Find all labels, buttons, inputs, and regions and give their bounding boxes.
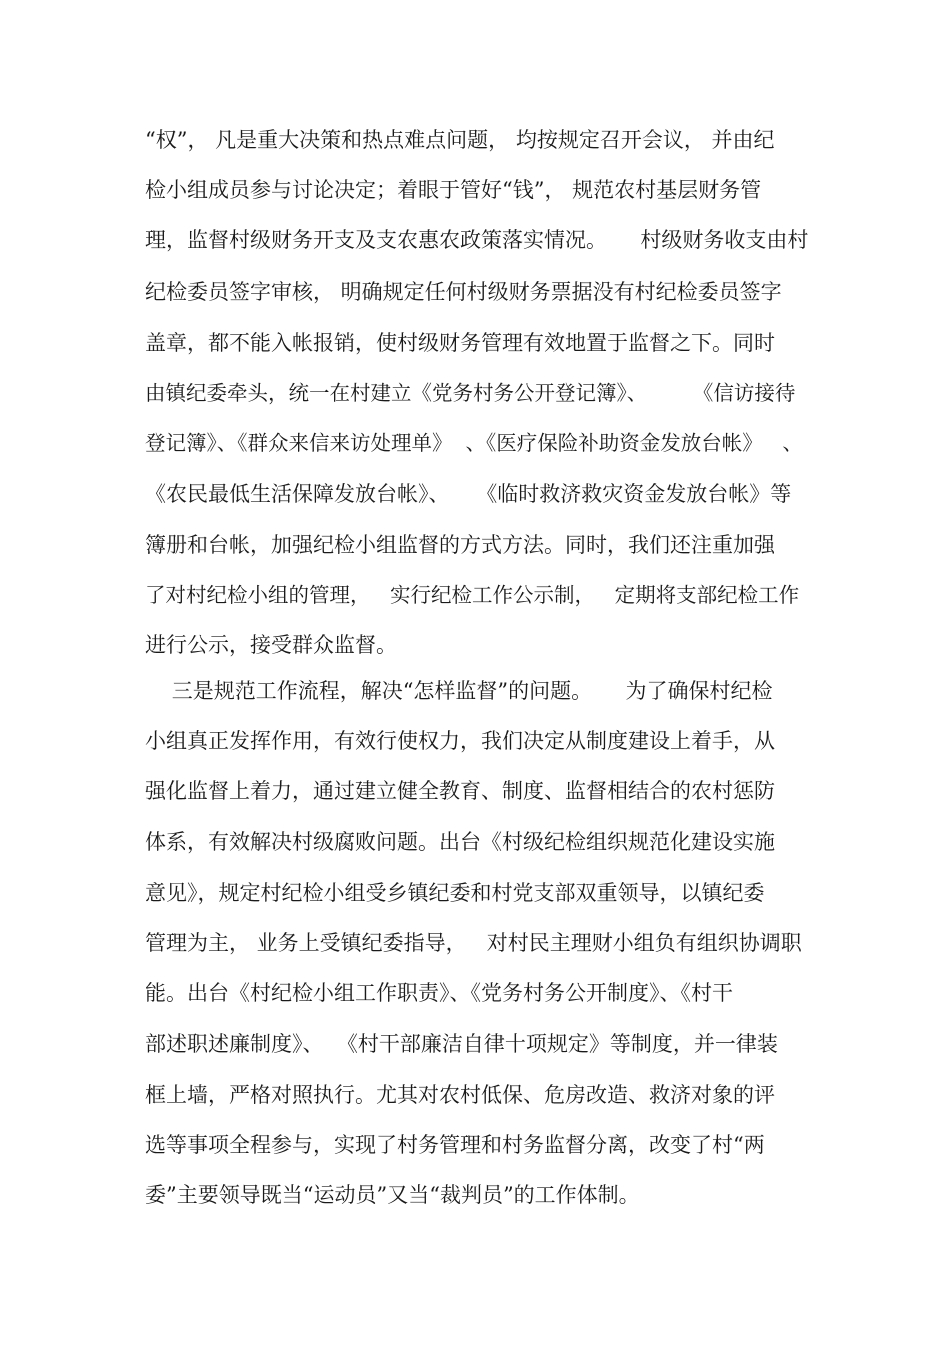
paragraph-2-line-7: 能。出台《村纪检小组工作职责》、《党务村务公开制度》、《村干 (145, 981, 733, 1005)
paragraph-2-line-5: 意见》，规定村纪检小组受乡镇纪委和村党支部双重领导，以镇纪委 (145, 881, 765, 905)
paragraph-1-line-9: 簿册和台帐，加强纪检小组监督的方式方法。同时，我们还注重加强 (145, 533, 775, 557)
paragraph-1-line-10: 了对村纪检小组的管理， 实行纪检工作公示制， 定期将支部纪检工作 (145, 583, 800, 607)
paragraph-1-line-11: 进行公示，接受群众监督。 (145, 633, 397, 657)
paragraph-2-line-8: 部述职述廉制度》、 《村干部廉洁自律十项规定》等制度，并一律装 (145, 1032, 778, 1056)
paragraph-2-line-2: 小组真正发挥作用，有效行使权力，我们决定从制度建设上着手，从 (145, 729, 775, 753)
paragraph-2-line-9: 框上墙，严格对照执行。尤其对农村低保、危房改造、救济对象的评 (145, 1083, 775, 1107)
paragraph-1-line-1: “权”， 凡是重大决策和热点难点问题， 均按规定召开会议， 并由纪 (145, 128, 775, 152)
paragraph-2-line-1: 三是规范工作流程，解决“怎样监督”的问题。 为了确保村纪检 (145, 679, 773, 703)
paragraph-1-line-6: 由镇纪委牵头，统一在村建立《党务村务公开登记簿》、 《信访接待 (145, 381, 796, 405)
paragraph-2-line-4: 体系，有效解决村级腐败问题。出台《村级纪检组织规范化建设实施 (145, 830, 775, 854)
paragraph-2-line-6: 管理为主， 业务上受镇纪委指导， 对村民主理财小组负有组织协调职 (145, 931, 802, 955)
paragraph-1-line-3: 理，监督村级财务开支及支农惠农政策落实情况。 村级财务收支由村 (145, 228, 809, 252)
paragraph-1-line-4: 纪检委员签字审核， 明确规定任何村级财务票据没有村纪检委员签字 (145, 280, 782, 304)
paragraph-2-line-3: 强化监督上着力，通过建立健全教育、制度、监督相结合的农村惩防 (145, 779, 775, 803)
paragraph-1-line-5: 盖章，都不能入帐报销，使村级财务管理有效地置于监督之下。同时 (145, 331, 775, 355)
paragraph-2-line-10: 选等事项全程参与，实现了村务管理和村务监督分离，改变了村“两 (145, 1133, 765, 1157)
paragraph-1-line-7: 登记簿》、《群众来信来访处理单》 、《医疗保险补助资金发放台帐》 、 (145, 431, 803, 455)
paragraph-1-line-8: 《农民最低生活保障发放台帐》、 《临时救济救灾资金发放台帐》等 (145, 482, 792, 506)
paragraph-2-line-11: 委”主要领导既当“运动员”又当“裁判员”的工作体制。 (145, 1183, 640, 1207)
paragraph-1-line-2: 检小组成员参与讨论决定；着眼于管好“钱”， 规范农村基层财务管 (145, 178, 762, 202)
